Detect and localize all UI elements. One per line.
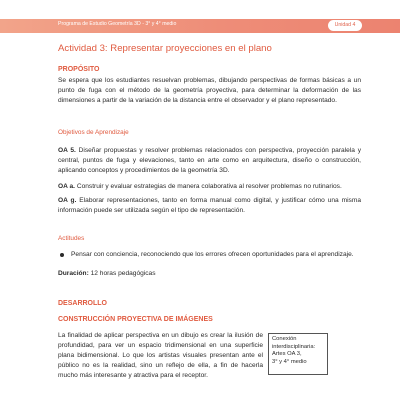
objectives-heading: Objetivos de Aprendizaje <box>58 129 129 136</box>
objective-code: OA a. <box>58 183 75 190</box>
attitude-text: Pensar con conciencia, reconociendo que los errores ofrecen oportunidades para el aprendizaje. <box>71 251 354 258</box>
connection-line: interdisciplinaria: <box>272 343 316 350</box>
connection-line: 3° y 4° medio <box>272 358 307 365</box>
objective-text: Diseñar propuestas y resolver problemas relacionados con perspectiva, proyección paralela y central, puntos de fuga y elevaciones, tanto en arte como en arquitectura, diseño o construcción, aplicando conceptos y procedimientos de la geometría 3D. <box>58 147 361 174</box>
program-title: Programa de Estudio Geometría 3D - 3° y 4° medio <box>58 21 177 27</box>
attitudes-heading: Actitudes <box>58 235 85 242</box>
objective-code: OA g. <box>58 197 77 204</box>
unit-badge: Unidad 4 <box>328 20 362 31</box>
objective-text: Elaborar representaciones, tanto en forma manual como digital, y justificar cómo una misma información puede ser utilizada según el tipo de representación. <box>58 197 361 214</box>
development-heading: DESARROLLO <box>58 300 107 307</box>
connection-line: Conexión <box>272 336 297 342</box>
purpose-text: Se espera que los estudiantes resuelvan problemas, dibujando perspectivas de formas básicas a un punto de fuga con el método de la geometría proyectiva, para determinar la deformación de las dimensiones a partir de la variación de la distancia entre el observador y el plano representado. <box>58 77 361 104</box>
objective-code: OA 5. <box>58 147 76 154</box>
duration <box>58 270 156 277</box>
connection-line: Artes OA 3, <box>272 351 302 358</box>
objective-oaa <box>58 182 361 192</box>
development-subheading: CONSTRUCCIÓN PROYECTIVA DE IMÁGENES <box>58 316 213 323</box>
objective-oag <box>58 196 361 216</box>
connection-box <box>268 333 328 375</box>
duration-label: Duración: <box>58 270 89 277</box>
purpose-heading: PROPÓSITO <box>58 66 100 73</box>
development-paragraph: La finalidad de aplicar perspectiva en un dibujo es crear la ilusión de profundidad, para ver un espacio tridimensional en una superficie plana bidimensional. Lo que los artistas visuales presentan ante el público no es la realidad, sino un reflejo de ella, a fin de hacerla mucho más interesante y atractiva para el receptor. <box>58 332 263 379</box>
activity-title: Actividad 3: Representar proyecciones en el plano <box>58 43 272 54</box>
objective-text: Construir y evaluar estrategias de manera colaborativa al resolver problemas no rutinarios. <box>74 183 342 190</box>
objective-oa5 <box>58 146 361 176</box>
duration-value: 12 horas pedagógicas <box>88 270 156 277</box>
bullet-icon <box>60 253 64 257</box>
